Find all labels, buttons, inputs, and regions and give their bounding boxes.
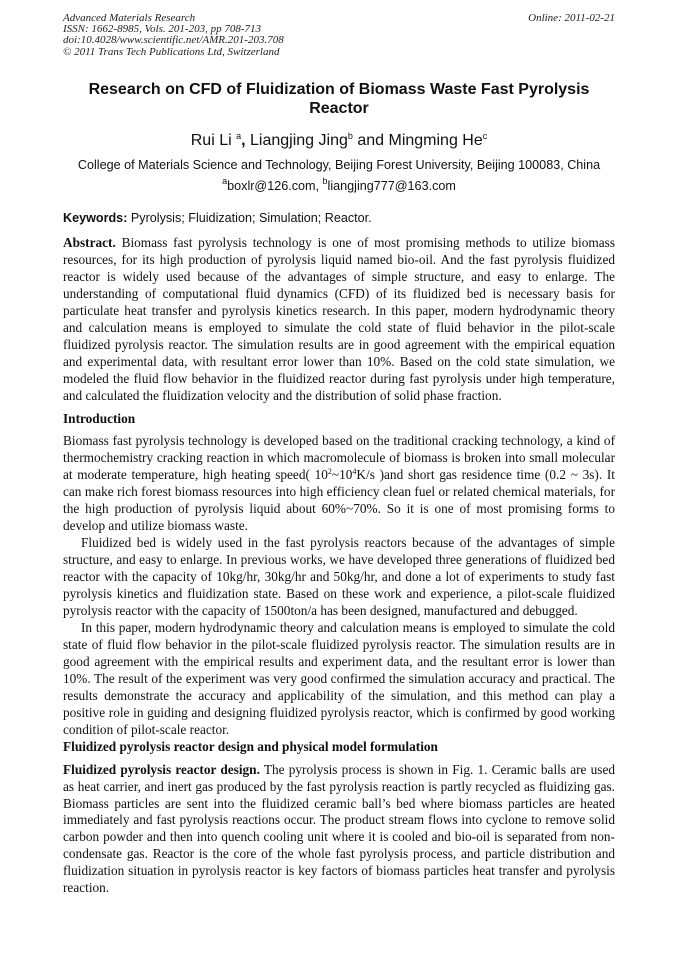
author-separator: and [352, 132, 389, 149]
author-name: Rui Li [190, 132, 237, 149]
exponent: 4 [352, 467, 357, 477]
paper-title: Research on CFD of Fluidization of Biomass Waste Fast Pyrolysis Reactor [88, 81, 590, 117]
author-name: Liangjing Jing [250, 132, 348, 149]
keywords-text: Pyrolysis; Fluidization; Simulation; Reactor. [127, 211, 372, 225]
author-mark: a [236, 131, 242, 141]
affiliation: College of Materials Science and Technology, Beijing Forest University, Beijing 100083, China [77, 158, 601, 172]
abstract-text: Biomass fast pyrolysis technology is one of most promising methods to utilize biomass resources, for its high production of pyrolysis liquid named bio-oil. And the fast pyrolysis fluidized reactor is widely used because of the advantages of simple structure, and easy to enlarge. The understanding of computational fluid dynamics (CFD) of its fluidized bed is necessary basis for particulate heat transfer and pyrolysis kinetics research. In this paper, modern hydrodynamic theory and calculation means is employed to simulate the cold state of fluid behavior in the pilot-scale fluidized pyrolysis reactor. The simulation results are in good agreement with the empirical equation and experimental data, with resultant error lower than 10%. Based on the cold state simulation, we modeled the fluid flow behavior in the fluidized reactor during fast pyrolysis under high temperature, and calculated the fluidization velocity and the distribution of solid phase fraction. [63, 235, 615, 403]
author-name: Mingming He [388, 132, 483, 149]
exponent: 2 [327, 467, 332, 477]
subsection-heading: Fluidized pyrolysis reactor design. [63, 761, 260, 777]
author-mark: c [482, 131, 488, 141]
paper-body [63, 235, 615, 897]
email-mark: a [222, 176, 228, 186]
author-separator: , [241, 132, 251, 149]
email-mark: b [322, 176, 328, 186]
journal-header [63, 13, 615, 58]
author-mark: b [347, 131, 353, 141]
reactor-design-paragraph [63, 762, 615, 898]
intro-text: K/s )and short gas residence time (0.2 ~ 3s). It can make rich forest biomass resources into high efficiency clean fuel or related chemical materials, for the high production of pyrolysis liquid about 60%~70%. So it is one of most promising forms to develop and utilize biomass waste. [63, 467, 615, 534]
journal-doi: doi:10.4028/www.scientific.net/AMR.201-203.708 [63, 34, 284, 47]
reactor-design-text: The pyrolysis process is shown in Fig. 1. Ceramic balls are used as heat carrier, and inert gas produced by the fast pyrolysis reaction is partly recycled as fluidizing gas. Biomass particles are sent into the fluidized ceramic ball’s bed where biomass particles are heated immediately and fast pyrolysis reactions occur. The product stream flows into cyclone to remove solid carbon powder and then into quench cooling unit where it is cooled and bio-oil is separated from non-condensate gas. Reactor is the core of the whole fast pyrolysis process, and particle distribution and fluidization situation in pyrolysis reactor is key factors of biomass particles heat transfer and pyrolysis reaction. [63, 761, 616, 896]
intro-paragraph-1 [63, 433, 615, 535]
email-address[interactable]: liangjing777@163.com [327, 179, 456, 193]
intro-paragraph-2: Fluidized bed is widely used in the fast pyrolysis reactors because of the advantages of simple structure, and easy to enlarge. In previous works, we have developed three generations of fluidized bed reactor with the capacity of 10kg/hr, 30kg/hr and 50kg/hr, and done a lot of experiments to study fast pyrolysis kinetics and fluidization state. Based on these work and experience, a pilot-scale fluidized pyrolysis reactor with the capacity of 1500ton/a has been designed, manufactured and debugged. [63, 535, 615, 619]
journal-name: Advanced Materials Research [63, 12, 196, 24]
author-list [63, 131, 615, 151]
abstract [63, 235, 615, 405]
intro-paragraph-3: In this paper, modern hydrodynamic theory and calculation means is employed to simulate the cold state of fluid flow behavior in the pilot-scale fluidized pyrolysis reactor. The simulation results are in good agreement with the empirical results and experiment data, and the resultant error is lower than 10%. The result of the experiment was very good confirmed the simulation accuracy and practical. The results demonstrate the accuracy and applicability of the simulation, and this method can play a positive role in guiding and designing fluidized pyrolysis reactor, which is confirmed by good working condition of pilot-scale reactor. [63, 619, 615, 737]
email-separator: , [315, 179, 323, 193]
author-emails [63, 178, 615, 194]
section-heading-introduction: Introduction [63, 410, 136, 426]
keywords-label: Keywords: [63, 211, 128, 225]
section-heading-reactor-design: Fluidized pyrolysis reactor design and physical model formulation [63, 738, 438, 754]
intro-text: Biomass fast pyrolysis technology is developed based on the traditional cracking technology, a kind of thermochemistry cracking reaction in which macromolecule of biomass is broken into small molecular at moderate temperature, high heating speed( 10 [63, 433, 615, 483]
abstract-label: Abstract. [63, 235, 116, 250]
online-date: Online: 2011-02-21 [528, 12, 615, 24]
intro-text: ~10 [331, 467, 353, 483]
journal-issn: ISSN: 1662-8985, Vols. 201-203, pp 708-713 [63, 23, 261, 36]
email-address[interactable]: boxlr@126.com [227, 179, 316, 193]
keywords [63, 210, 615, 226]
journal-copyright: © 2011 Trans Tech Publications Ltd, Switzerland [63, 45, 280, 58]
